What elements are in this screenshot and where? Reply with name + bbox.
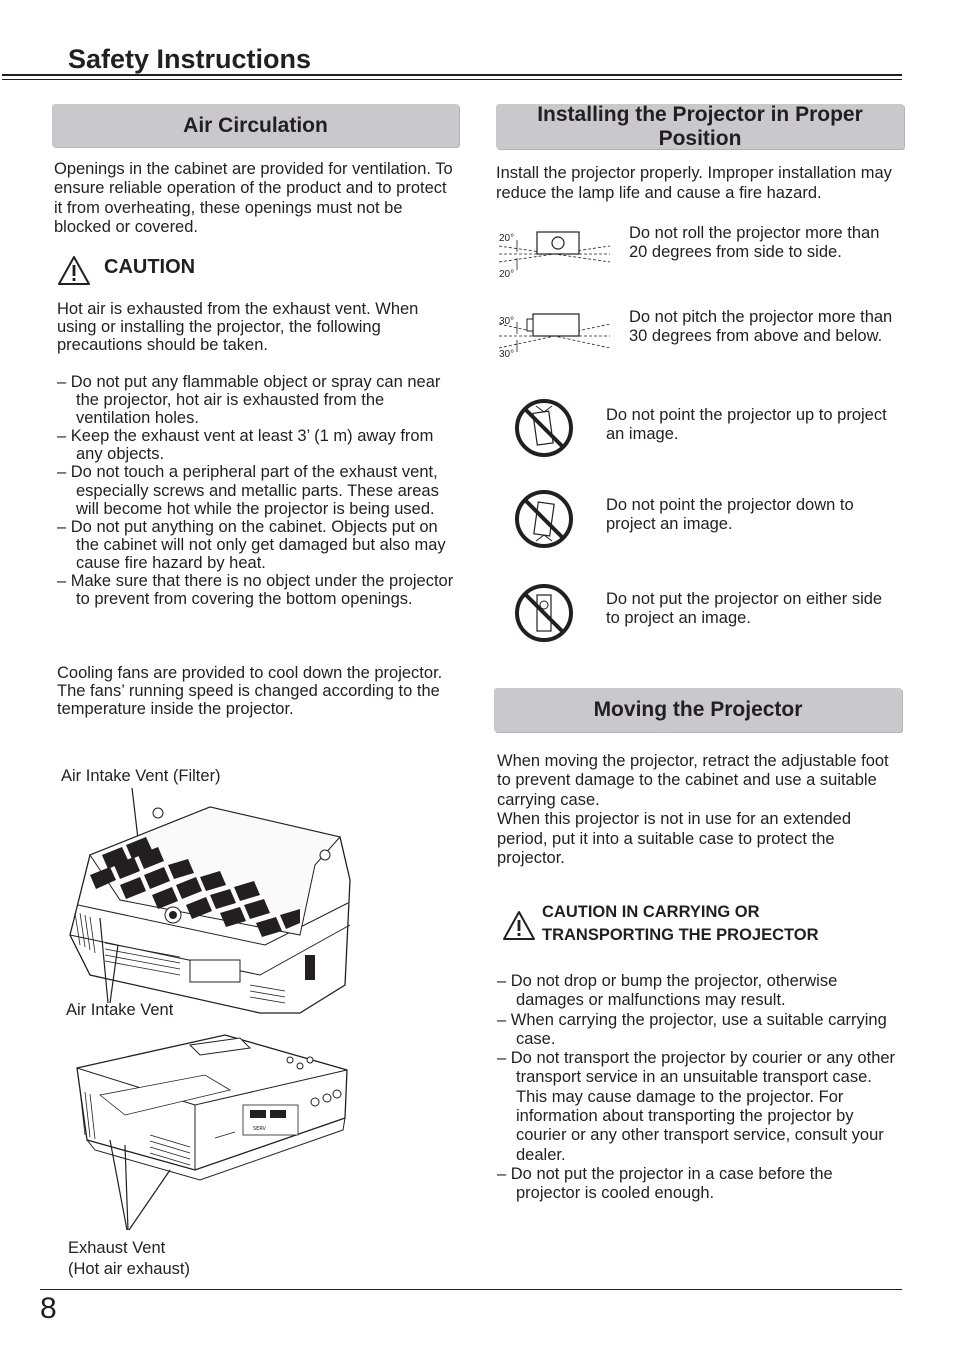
exhaust-label [68,1238,190,1280]
pitch-angle-bottom: 30° [499,349,515,360]
intake-label: Air Intake Vent [66,1001,174,1019]
carrying-caution-title [542,901,819,947]
roll-angle-bottom: 20° [499,269,515,280]
moving-intro-para1: When moving the projector, retract the adjustable foot to prevent damage to the cabinet and use a suitable carrying case. [497,752,889,809]
installing-intro: Install the projector properly. Improper installation may reduce the lamp life and cause a fire hazard. [496,164,892,202]
no-point-down-icon [514,489,574,549]
list-item: – Do not put the projector in a case before the projector is cooled enough. [497,1165,897,1204]
point-up-text: Do not point the projector up to project an image. [606,406,887,444]
carrying-caution-line1: CAUTION IN CARRYING OR [542,903,760,921]
carrying-caution-line2: TRANSPORTING THE PROJECTOR [542,926,819,944]
list-item: – Do not touch a peripheral part of the exhaust vent, especially screws and metallic parts. These areas will become hot while the projector is being used. [57,463,461,517]
pitch-text: Do not pitch the projector more than 30 degrees from above and below. [629,308,893,346]
roll-angle-top: 20° [499,233,515,244]
caution-label: CAUTION [104,256,196,278]
list-item: – When carrying the projector, use a suitable carrying case. [497,1011,897,1050]
pitch-angle-top: 30° [499,316,515,327]
exhaust-label-line2: (Hot air exhaust) [68,1260,190,1278]
moving-intro [497,752,897,868]
page-title: Safety Instructions [68,44,312,74]
footer-rule [40,1289,902,1290]
header-rule [2,74,902,76]
list-item: – Do not drop or bump the projector, otherwise damages or malfunctions may result. [497,972,897,1011]
list-item: – Do not put any flammable object or spray can near the projector, hot air is exhausted from the ventilation holes. [57,373,461,427]
air-circulation-heading: Air Circulation [52,104,459,147]
page-number: 8 [40,1292,57,1325]
point-down-text: Do not point the projector down to project an image. [606,496,854,534]
projector-rear-illustration [65,1030,355,1240]
no-side-placement-icon [514,583,574,643]
cooling-text: Cooling fans are provided to cool down the projector. The fans’ running speed is changed according to the temperature inside the projector. [57,664,443,719]
list-item: – Make sure that there is no object under the projector to prevent from covering the bottom openings. [57,572,461,608]
list-item: – Keep the exhaust vent at least 3’ (1 m) away from any objects. [57,427,461,463]
carrying-list [497,972,897,1204]
projector-bottom-illustration [60,785,360,1020]
panel-tag: SERV [253,1126,266,1132]
exhaust-label-line1: Exhaust Vent [68,1239,166,1257]
roll-text: Do not roll the projector more than 20 degrees from side to side. [629,224,880,262]
pitch-angle-diagram [497,310,612,365]
precaution-list [57,373,461,608]
air-circulation-intro: Openings in the cabinet are provided for ventilation. To ensure reliable operation of the product and to protect it from overheating, these openings must not be blocked or covered. [54,160,453,237]
installing-heading: Installing the Projector in Proper Position [496,104,904,149]
side-text: Do not put the projector on either side to project an image. [606,590,883,628]
warning-icon [502,910,536,942]
moving-heading: Moving the Projector [494,688,902,732]
warning-icon [57,255,91,287]
list-item: – Do not put anything on the cabinet. Objects put on the cabinet will not only get damaged but also may cause fire hazard by heat. [57,518,461,572]
header-rule-thin [2,79,902,80]
list-item: – Do not transport the projector by courier or any other transport service in an unsuitable transport case. This may cause damage to the projector. For information about transporting the projector by courier or any other transport service, consult your dealer. [497,1049,897,1165]
caution-text: Hot air is exhausted from the exhaust vent. When using or installing the projector, the following precautions should be taken. [57,300,419,355]
roll-angle-diagram [497,228,612,283]
intake-filter-label: Air Intake Vent (Filter) [61,767,221,785]
moving-intro-para2: When this projector is not in use for an extended period, put it into a suitable case to protect the projector. [497,810,852,868]
no-point-up-icon [514,398,574,458]
